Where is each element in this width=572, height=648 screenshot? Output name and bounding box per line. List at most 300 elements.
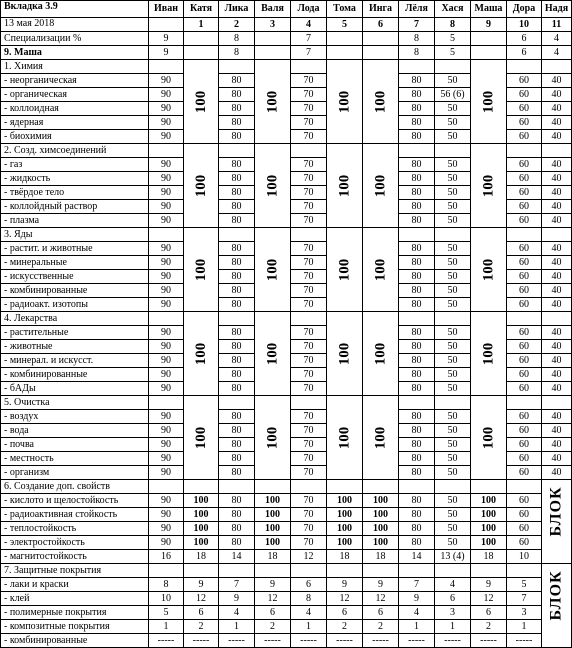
value-cell: 100 bbox=[471, 508, 507, 522]
spec-value: 6 bbox=[507, 32, 542, 46]
big-value-text: 100 bbox=[336, 258, 353, 281]
value-cell: 12 bbox=[255, 592, 291, 606]
value-cell: 3 bbox=[507, 606, 542, 620]
value-cell: 70 bbox=[291, 130, 327, 144]
masha-value bbox=[327, 46, 363, 60]
value-cell: 90 bbox=[149, 354, 184, 368]
value-cell: 70 bbox=[291, 424, 327, 438]
empty-cell bbox=[399, 60, 435, 74]
value-cell: 40 bbox=[542, 326, 572, 340]
value-cell: 40 bbox=[542, 410, 572, 424]
table-row bbox=[1, 564, 572, 578]
value-cell: 50 bbox=[435, 102, 471, 116]
value-cell: 50 bbox=[435, 508, 471, 522]
value-cell: 80 bbox=[399, 340, 435, 354]
table-row bbox=[1, 578, 572, 592]
value-cell: 40 bbox=[542, 214, 572, 228]
row-label: - плазма bbox=[1, 214, 149, 228]
big-value-text: 100 bbox=[336, 174, 353, 197]
value-cell: 60 bbox=[507, 508, 542, 522]
value-cell: 80 bbox=[219, 172, 255, 186]
big-value bbox=[327, 396, 363, 480]
column-number bbox=[149, 18, 184, 32]
row-label: - воздух bbox=[1, 410, 149, 424]
value-cell: 40 bbox=[542, 368, 572, 382]
value-cell: 40 bbox=[542, 200, 572, 214]
value-cell: 80 bbox=[399, 382, 435, 396]
value-cell: 90 bbox=[149, 340, 184, 354]
value-cell: 90 bbox=[149, 368, 184, 382]
value-cell: 70 bbox=[291, 438, 327, 452]
row-label: - теплостойкость bbox=[1, 522, 149, 536]
value-cell: 60 bbox=[507, 158, 542, 172]
value-cell: 60 bbox=[507, 186, 542, 200]
value-cell: ----- bbox=[363, 634, 399, 648]
value-cell: 40 bbox=[542, 382, 572, 396]
masha-value bbox=[255, 46, 291, 60]
value-cell: 80 bbox=[399, 438, 435, 452]
section-title: 7. Защитные покрытия bbox=[1, 564, 149, 578]
value-cell: 50 bbox=[435, 256, 471, 270]
value-cell: 90 bbox=[149, 186, 184, 200]
value-cell: 50 bbox=[435, 186, 471, 200]
value-cell: 60 bbox=[507, 102, 542, 116]
row-label: - коллоидная bbox=[1, 102, 149, 116]
value-cell: 80 bbox=[399, 536, 435, 550]
value-cell: 40 bbox=[542, 340, 572, 354]
value-cell: 90 bbox=[149, 158, 184, 172]
empty-cell bbox=[435, 144, 471, 158]
value-cell: 70 bbox=[291, 102, 327, 116]
value-cell: 90 bbox=[149, 242, 184, 256]
value-cell: 60 bbox=[507, 214, 542, 228]
value-cell: 9 bbox=[363, 578, 399, 592]
value-cell: 2 bbox=[471, 620, 507, 634]
empty-cell bbox=[149, 60, 184, 74]
empty-cell bbox=[471, 480, 507, 494]
value-cell: 70 bbox=[291, 326, 327, 340]
value-cell: 80 bbox=[219, 158, 255, 172]
value-cell: 80 bbox=[399, 354, 435, 368]
value-cell: 12 bbox=[184, 592, 219, 606]
value-cell: 18 bbox=[255, 550, 291, 564]
column-number: 3 bbox=[255, 18, 291, 32]
value-cell: 18 bbox=[363, 550, 399, 564]
value-cell: 90 bbox=[149, 298, 184, 312]
row-label: - радиоакт. изотопы bbox=[1, 298, 149, 312]
value-cell: 6 bbox=[255, 606, 291, 620]
big-value-text: 100 bbox=[480, 426, 497, 449]
column-header: Маша bbox=[471, 1, 507, 18]
big-value bbox=[184, 144, 219, 228]
big-value-text: 100 bbox=[193, 174, 209, 197]
row-label: - растит. и животные bbox=[1, 242, 149, 256]
empty-cell bbox=[149, 396, 184, 410]
column-number: 5 bbox=[327, 18, 363, 32]
empty-cell bbox=[507, 396, 542, 410]
big-value-text: 100 bbox=[193, 342, 209, 365]
empty-cell bbox=[327, 564, 363, 578]
value-cell: 70 bbox=[291, 354, 327, 368]
big-value-text: 100 bbox=[264, 342, 281, 365]
value-cell: 70 bbox=[291, 172, 327, 186]
value-cell: 18 bbox=[471, 550, 507, 564]
value-cell: 60 bbox=[507, 466, 542, 480]
big-value-text: 100 bbox=[480, 174, 497, 197]
tab-title: Вкладка 3.9 bbox=[1, 1, 149, 18]
value-cell: 2 bbox=[255, 620, 291, 634]
empty-cell bbox=[435, 396, 471, 410]
value-cell: 60 bbox=[507, 536, 542, 550]
value-cell: 12 bbox=[327, 592, 363, 606]
row-label: - кислото и щелостойкость bbox=[1, 494, 149, 508]
value-cell: 40 bbox=[542, 438, 572, 452]
value-cell: 70 bbox=[291, 298, 327, 312]
big-value bbox=[255, 60, 291, 144]
row-label: - местность bbox=[1, 452, 149, 466]
value-cell: 80 bbox=[219, 186, 255, 200]
value-cell: 4 bbox=[435, 578, 471, 592]
masha-value bbox=[363, 46, 399, 60]
empty-cell bbox=[291, 564, 327, 578]
value-cell: 90 bbox=[149, 130, 184, 144]
big-value-text: 100 bbox=[480, 90, 497, 113]
big-value-text: 100 bbox=[193, 258, 209, 281]
value-cell: 80 bbox=[399, 368, 435, 382]
big-value bbox=[363, 228, 399, 312]
value-cell: 80 bbox=[219, 298, 255, 312]
value-cell: 4 bbox=[291, 606, 327, 620]
section-title: 1. Химия bbox=[1, 60, 149, 74]
table-row bbox=[1, 508, 572, 522]
value-cell: 50 bbox=[435, 452, 471, 466]
value-cell: 90 bbox=[149, 88, 184, 102]
date-label: 13 мая 2018 bbox=[1, 18, 149, 32]
value-cell: 80 bbox=[399, 494, 435, 508]
value-cell: 9 bbox=[471, 578, 507, 592]
value-cell: 50 bbox=[435, 368, 471, 382]
value-cell: 9 bbox=[219, 592, 255, 606]
value-cell: 80 bbox=[399, 200, 435, 214]
empty-cell bbox=[291, 396, 327, 410]
value-cell: 60 bbox=[507, 242, 542, 256]
row-label: - магнитостойкость bbox=[1, 550, 149, 564]
empty-cell bbox=[149, 564, 184, 578]
value-cell: ----- bbox=[219, 634, 255, 648]
row-label: - растительные bbox=[1, 326, 149, 340]
column-number: 2 bbox=[219, 18, 255, 32]
row-label: - жидкость bbox=[1, 172, 149, 186]
value-cell: 80 bbox=[399, 172, 435, 186]
value-cell: 60 bbox=[507, 172, 542, 186]
row-label: - организм bbox=[1, 466, 149, 480]
value-cell: 60 bbox=[507, 284, 542, 298]
value-cell: 80 bbox=[399, 508, 435, 522]
empty-cell bbox=[435, 228, 471, 242]
value-cell: 4 bbox=[219, 606, 255, 620]
value-cell: 80 bbox=[219, 452, 255, 466]
empty-cell bbox=[291, 480, 327, 494]
empty-cell bbox=[435, 312, 471, 326]
value-cell: 80 bbox=[219, 200, 255, 214]
value-cell: 40 bbox=[542, 88, 572, 102]
value-cell: 60 bbox=[507, 270, 542, 284]
value-cell: 100 bbox=[327, 536, 363, 550]
big-value bbox=[363, 144, 399, 228]
value-cell: 1 bbox=[435, 620, 471, 634]
column-header: Инга bbox=[363, 1, 399, 18]
row-label: - коллойдный раствор bbox=[1, 200, 149, 214]
value-cell: 40 bbox=[542, 284, 572, 298]
big-value-text: 100 bbox=[480, 258, 497, 281]
value-cell: 80 bbox=[399, 284, 435, 298]
column-number: 6 bbox=[363, 18, 399, 32]
empty-cell bbox=[435, 60, 471, 74]
value-cell: 40 bbox=[542, 158, 572, 172]
value-cell: 1 bbox=[399, 620, 435, 634]
value-cell: 50 bbox=[435, 130, 471, 144]
value-cell: 80 bbox=[219, 88, 255, 102]
table-row bbox=[1, 32, 572, 46]
empty-cell bbox=[149, 312, 184, 326]
value-cell: 40 bbox=[542, 102, 572, 116]
row-label: - лаки и краски bbox=[1, 578, 149, 592]
big-value-text: 100 bbox=[264, 258, 281, 281]
value-cell: 50 bbox=[435, 200, 471, 214]
value-cell: 50 bbox=[435, 270, 471, 284]
row-label: - комбинированные bbox=[1, 634, 149, 648]
row-label: - органическая bbox=[1, 88, 149, 102]
value-cell: 2 bbox=[184, 620, 219, 634]
table-row bbox=[1, 312, 572, 326]
value-cell: 90 bbox=[149, 116, 184, 130]
value-cell: 70 bbox=[291, 466, 327, 480]
column-number: 10 bbox=[507, 18, 542, 32]
value-cell: 50 bbox=[435, 522, 471, 536]
column-header: Лика bbox=[219, 1, 255, 18]
value-cell: 60 bbox=[507, 200, 542, 214]
table-row bbox=[1, 396, 572, 410]
value-cell: 90 bbox=[149, 256, 184, 270]
spec-value: 8 bbox=[399, 32, 435, 46]
value-cell: 50 bbox=[435, 172, 471, 186]
value-cell: 18 bbox=[327, 550, 363, 564]
value-cell: 50 bbox=[435, 326, 471, 340]
value-cell: 80 bbox=[219, 368, 255, 382]
value-cell: 1 bbox=[219, 620, 255, 634]
value-cell: 6 bbox=[435, 592, 471, 606]
big-value bbox=[471, 228, 507, 312]
table-row bbox=[1, 634, 572, 648]
value-cell: 70 bbox=[291, 382, 327, 396]
column-number: 9 bbox=[471, 18, 507, 32]
value-cell: 6 bbox=[363, 606, 399, 620]
value-cell: 60 bbox=[507, 88, 542, 102]
value-cell: 70 bbox=[291, 256, 327, 270]
empty-cell bbox=[542, 396, 572, 410]
value-cell: 80 bbox=[219, 382, 255, 396]
value-cell: 50 bbox=[435, 214, 471, 228]
row-label: - неорганическая bbox=[1, 74, 149, 88]
spec-label: Специализации % bbox=[1, 32, 149, 46]
row-label: - животные bbox=[1, 340, 149, 354]
value-cell: 100 bbox=[184, 494, 219, 508]
value-cell: 80 bbox=[399, 270, 435, 284]
big-value-text: 100 bbox=[336, 90, 353, 113]
value-cell: 1 bbox=[149, 620, 184, 634]
value-cell: 100 bbox=[471, 536, 507, 550]
value-cell: 80 bbox=[219, 536, 255, 550]
value-cell: 90 bbox=[149, 284, 184, 298]
value-cell: 80 bbox=[399, 74, 435, 88]
section-title: 6. Создание доп. свойств bbox=[1, 480, 149, 494]
spec-value: 9 bbox=[149, 32, 184, 46]
empty-cell bbox=[399, 312, 435, 326]
value-cell: 60 bbox=[507, 410, 542, 424]
empty-cell bbox=[219, 60, 255, 74]
masha-value: 5 bbox=[435, 46, 471, 60]
value-cell: 90 bbox=[149, 522, 184, 536]
value-cell: 80 bbox=[219, 354, 255, 368]
section-title: 3. Яды bbox=[1, 228, 149, 242]
value-cell: 80 bbox=[399, 522, 435, 536]
spec-value: 4 bbox=[542, 32, 572, 46]
value-cell: 90 bbox=[149, 74, 184, 88]
value-cell: 100 bbox=[184, 522, 219, 536]
masha-value bbox=[184, 46, 219, 60]
value-cell: 10 bbox=[507, 550, 542, 564]
value-cell: 50 bbox=[435, 354, 471, 368]
value-cell: ----- bbox=[327, 634, 363, 648]
masha-value: 6 bbox=[507, 46, 542, 60]
column-header: Лёля bbox=[399, 1, 435, 18]
value-cell: 7 bbox=[507, 592, 542, 606]
big-value bbox=[184, 60, 219, 144]
column-header: Иван bbox=[149, 1, 184, 18]
value-cell: 50 bbox=[435, 158, 471, 172]
masha-value: 8 bbox=[399, 46, 435, 60]
value-cell: 60 bbox=[507, 116, 542, 130]
table-row bbox=[1, 606, 572, 620]
value-cell: 40 bbox=[542, 186, 572, 200]
value-cell: 7 bbox=[399, 578, 435, 592]
table-row bbox=[1, 18, 572, 32]
empty-cell bbox=[507, 144, 542, 158]
value-cell: 80 bbox=[219, 74, 255, 88]
value-cell: 8 bbox=[291, 592, 327, 606]
empty-cell bbox=[219, 144, 255, 158]
value-cell: 80 bbox=[219, 340, 255, 354]
value-cell: 80 bbox=[219, 116, 255, 130]
value-cell: 60 bbox=[507, 452, 542, 466]
big-value-text: 100 bbox=[336, 342, 353, 365]
big-value-text: 100 bbox=[264, 174, 281, 197]
empty-cell bbox=[399, 396, 435, 410]
column-number: 8 bbox=[435, 18, 471, 32]
empty-cell bbox=[184, 480, 219, 494]
empty-cell bbox=[149, 228, 184, 242]
value-cell: 8 bbox=[149, 578, 184, 592]
column-number: 7 bbox=[399, 18, 435, 32]
column-number: 1 bbox=[184, 18, 219, 32]
value-cell: 100 bbox=[184, 508, 219, 522]
empty-cell bbox=[219, 228, 255, 242]
value-cell: 80 bbox=[219, 326, 255, 340]
table-row bbox=[1, 1, 572, 18]
big-value bbox=[255, 312, 291, 396]
big-value bbox=[327, 228, 363, 312]
value-cell: 40 bbox=[542, 172, 572, 186]
value-cell: 50 bbox=[435, 74, 471, 88]
big-value-text: 100 bbox=[264, 90, 281, 113]
empty-cell bbox=[471, 564, 507, 578]
value-cell: 70 bbox=[291, 186, 327, 200]
value-cell: 90 bbox=[149, 536, 184, 550]
table-row bbox=[1, 60, 572, 74]
value-cell: 50 bbox=[435, 410, 471, 424]
empty-cell bbox=[291, 144, 327, 158]
big-value-text: 100 bbox=[372, 258, 389, 281]
value-cell: 90 bbox=[149, 508, 184, 522]
value-cell: 9 bbox=[327, 578, 363, 592]
value-cell: 90 bbox=[149, 494, 184, 508]
big-value bbox=[471, 144, 507, 228]
masha-value bbox=[471, 46, 507, 60]
value-cell: 80 bbox=[219, 284, 255, 298]
value-cell: 3 bbox=[435, 606, 471, 620]
value-cell: 80 bbox=[399, 214, 435, 228]
value-cell: 90 bbox=[149, 270, 184, 284]
value-cell: ----- bbox=[291, 634, 327, 648]
row-label: - композитные покрытия bbox=[1, 620, 149, 634]
column-number: 11 bbox=[542, 18, 572, 32]
value-cell: 7 bbox=[219, 578, 255, 592]
value-cell: ----- bbox=[435, 634, 471, 648]
table-row bbox=[1, 522, 572, 536]
value-cell: 60 bbox=[507, 368, 542, 382]
value-cell: 60 bbox=[507, 298, 542, 312]
empty-cell bbox=[291, 312, 327, 326]
empty-cell bbox=[399, 564, 435, 578]
value-cell: 80 bbox=[399, 116, 435, 130]
value-cell: 40 bbox=[542, 354, 572, 368]
spec-value: 8 bbox=[219, 32, 255, 46]
value-cell: 50 bbox=[435, 466, 471, 480]
row-label: - полимерные покрытия bbox=[1, 606, 149, 620]
row-label: - вода bbox=[1, 424, 149, 438]
value-cell: 80 bbox=[219, 438, 255, 452]
masha-value: 9 bbox=[149, 46, 184, 60]
spec-value bbox=[255, 32, 291, 46]
value-cell: 100 bbox=[327, 522, 363, 536]
row-label: - твёрдое тело bbox=[1, 186, 149, 200]
value-cell: 70 bbox=[291, 284, 327, 298]
column-number: 4 bbox=[291, 18, 327, 32]
masha-value: 8 bbox=[219, 46, 255, 60]
value-cell: 5 bbox=[507, 578, 542, 592]
value-cell: 40 bbox=[542, 298, 572, 312]
value-cell: 2 bbox=[363, 620, 399, 634]
value-cell: 80 bbox=[399, 466, 435, 480]
big-value bbox=[184, 312, 219, 396]
value-cell: ----- bbox=[399, 634, 435, 648]
big-value-text: 100 bbox=[372, 342, 389, 365]
empty-cell bbox=[363, 564, 399, 578]
value-cell: ----- bbox=[149, 634, 184, 648]
column-header: Лода bbox=[291, 1, 327, 18]
masha-value: 7 bbox=[291, 46, 327, 60]
value-cell: 6 bbox=[184, 606, 219, 620]
